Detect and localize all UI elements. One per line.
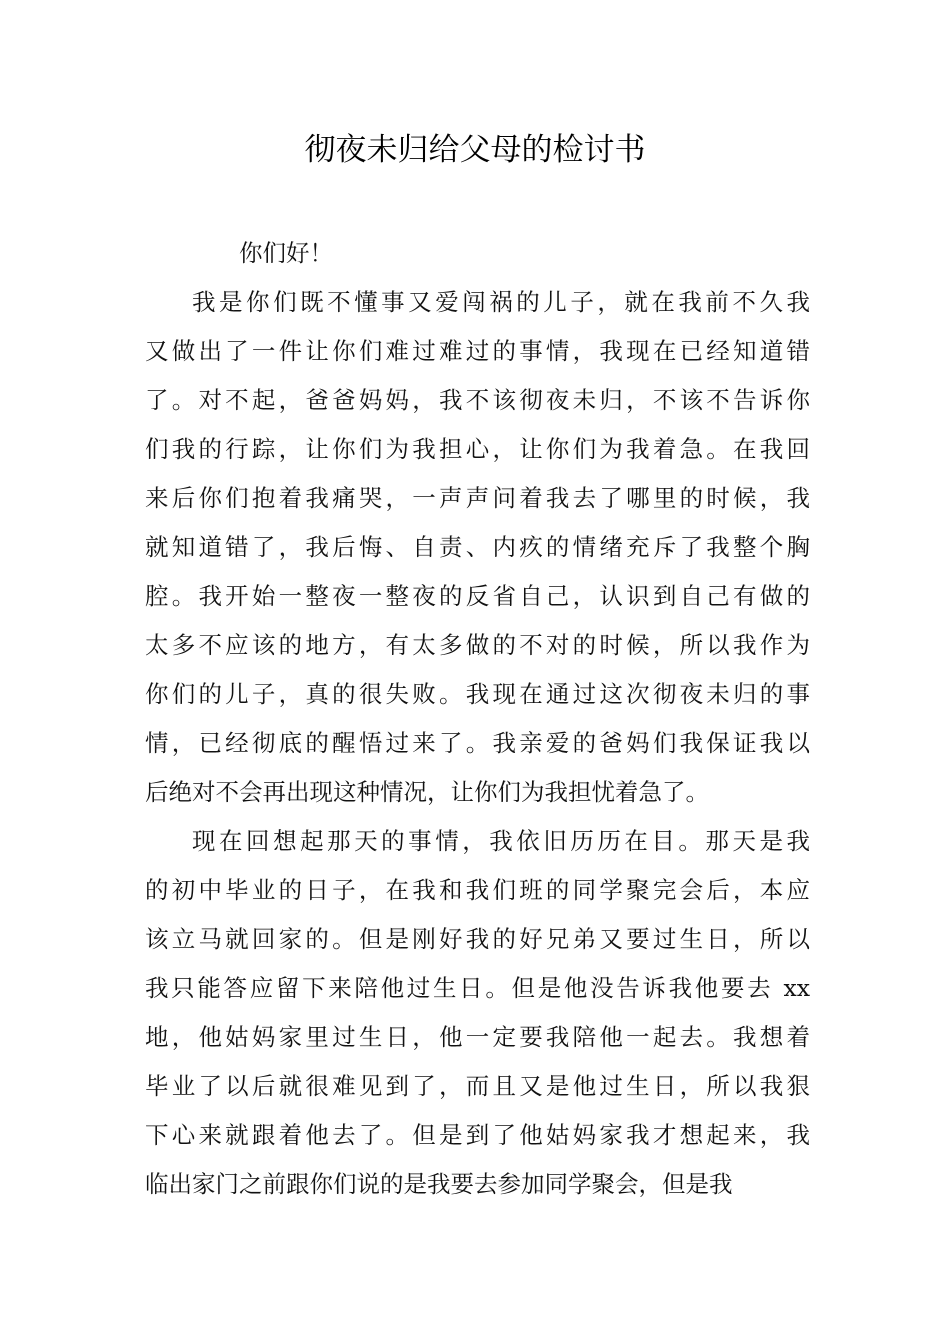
paragraph-line: 后绝对不会再出现这种情况，让你们为我担忧着急了。 bbox=[145, 778, 709, 806]
paragraph-line: 们我的行踪，让你们为我担心，让你们为我着急。在我回 bbox=[145, 435, 810, 463]
paragraph-2 bbox=[145, 817, 810, 1209]
document-title: 彻夜未归给父母的检讨书 bbox=[304, 132, 646, 168]
paragraph-line: 你们的儿子，真的很失败。我现在通过这次彻夜未归的事 bbox=[145, 680, 810, 708]
paragraph-line: 腔。我开始一整夜一整夜的反省自己，认识到自己有做的 bbox=[145, 582, 810, 610]
paragraph-line: 就知道错了，我后悔、自责、内疚的情绪充斥了我整个胸 bbox=[145, 533, 810, 561]
paragraph-line: 我是你们既不懂事又爱闯祸的儿子，就在我前不久我 bbox=[192, 288, 810, 316]
paragraph-line: 临出家门之前跟你们说的是我要去参加同学聚会，但是我 bbox=[145, 1170, 733, 1198]
paragraph-line: 又做出了一件让你们难过难过的事情，我现在已经知道错 bbox=[145, 337, 810, 365]
paragraph-line: 情，已经彻底的醒悟过来了。我亲爱的爸妈们我保证我以 bbox=[145, 729, 810, 757]
paragraph-line: 来后你们抱着我痛哭，一声声问着我去了哪里的时候，我 bbox=[145, 484, 810, 512]
paragraph-line: 现在回想起那天的事情，我依旧历历在目。那天是我 bbox=[192, 827, 810, 855]
document-body bbox=[145, 229, 810, 1209]
paragraph-line: 了。对不起，爸爸妈妈，我不该彻夜未归，不该不告诉你 bbox=[145, 386, 810, 414]
paragraph-line: 我只能答应留下来陪他过生日。但是他没告诉我他要去 xx bbox=[145, 974, 810, 1002]
paragraph-line: 的初中毕业的日子，在我和我们班的同学聚完会后，本应 bbox=[145, 876, 810, 904]
paragraph-line: 地，他姑妈家里过生日，他一定要我陪他一起去。我想着 bbox=[145, 1023, 810, 1051]
paragraph-line: 下心来就跟着他去了。但是到了他姑妈家我才想起来，我 bbox=[145, 1121, 810, 1149]
greeting bbox=[145, 229, 810, 278]
greeting-text: 你们好！ bbox=[239, 239, 333, 267]
paragraph-line: 毕业了以后就很难见到了，而且又是他过生日，所以我狠 bbox=[145, 1072, 810, 1100]
paragraph-line: 该立马就回家的。但是刚好我的好兄弟又要过生日，所以 bbox=[145, 925, 810, 953]
paragraph-line: 太多不应该的地方，有太多做的不对的时候，所以我作为 bbox=[145, 631, 810, 659]
paragraph-1 bbox=[145, 278, 810, 817]
